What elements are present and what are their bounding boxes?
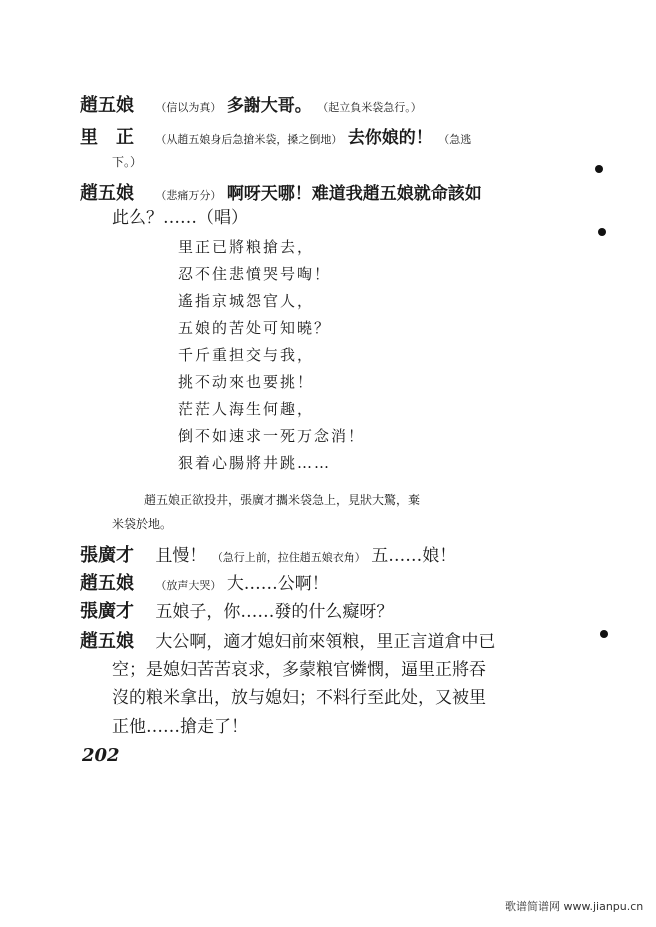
dialogue-continuation: 正他……搶走了！ — [112, 717, 248, 737]
dialogue-continuation: 下。） — [112, 155, 143, 169]
speaker-name: 里 正 — [80, 127, 134, 148]
speaker-name: 趙五娘 — [80, 573, 134, 594]
stage-direction: （放声大哭） — [155, 579, 222, 592]
stage-direction: （急逃 — [438, 133, 472, 146]
speaker-name: 張廣才 — [80, 601, 134, 622]
dialogue-line-2 — [80, 127, 471, 151]
dialogue-text: 去你娘的！ — [347, 128, 433, 148]
stage-direction-block: 趙五娘正欲投井，張廣才攜米袋急上，見狀大驚，棄 — [144, 493, 421, 507]
dialogue-line-5 — [80, 573, 329, 597]
dialogue-continuation: 此么？……（唱） — [112, 208, 248, 228]
stage-direction: （信以为真） — [155, 101, 222, 114]
lyric-line: 千斤重担交与我， — [178, 346, 315, 364]
watermark: 歌谱简谱网 www.jianpu.cn — [505, 900, 644, 913]
speaker-name: 趙五娘 — [80, 631, 134, 652]
stage-direction: （从趙五娘身后急搶米袋，搡之倒地） — [155, 133, 343, 146]
binding-hole-dot — [600, 630, 608, 638]
dialogue-text: 多謝大哥。 — [226, 96, 312, 116]
dialogue-continuation: 空；是媳妇苦苦哀求，多蒙粮官憐憫，逼里正將吞 — [112, 660, 486, 680]
speaker-name: 張廣才 — [80, 545, 134, 566]
lyric-line: 忍不住悲憤哭号啕！ — [178, 265, 332, 283]
stage-direction: （悲痛万分） — [155, 189, 222, 202]
lyric-line: 倒不如速求一死万念消！ — [178, 427, 366, 445]
lyric-line: 狠着心腸將井跳…… — [178, 454, 332, 472]
stage-direction-block: 米袋於地。 — [112, 517, 173, 531]
lyric-line: 五娘的苦处可知曉？ — [178, 319, 332, 337]
stage-direction: （急行上前，拉住趙五娘衣角） — [211, 551, 366, 564]
dialogue-text: 五娘子，你……發的什么癡呀？ — [155, 602, 394, 622]
dialogue-line-6 — [80, 601, 393, 623]
dialogue-line-3 — [80, 183, 482, 207]
speaker-name: 趙五娘 — [80, 95, 134, 116]
binding-hole-dot — [598, 228, 606, 236]
lyric-line: 里正已將粮搶去， — [178, 238, 315, 256]
dialogue-continuation: 沒的粮米拿出，放与媳妇；不料行至此处，又被里 — [112, 688, 486, 708]
lyric-line: 遙指京城怨官人， — [178, 292, 315, 310]
dialogue-text: 大公啊，適才媳妇前來領粮，里正言道倉中已 — [155, 632, 496, 652]
dialogue-text: 五……娘！ — [371, 546, 457, 566]
dialogue-text: 大……公啊！ — [226, 574, 329, 594]
stage-direction: （起立負米袋急行。） — [317, 101, 422, 114]
dialogue-line-4 — [80, 545, 456, 569]
lyric-line: 挑不动來也要挑！ — [178, 373, 315, 391]
lyric-line: 茫茫人海生何趣， — [178, 400, 315, 418]
dialogue-line-1 — [80, 95, 422, 119]
page-number: 202 — [82, 745, 120, 766]
speaker-name: 趙五娘 — [80, 183, 134, 204]
dialogue-line-7 — [80, 631, 495, 653]
dialogue-text: 且慢！ — [155, 546, 207, 566]
dialogue-text: 啊呀天哪！难道我趙五娘就命該如 — [226, 184, 482, 204]
binding-hole-dot — [595, 165, 603, 173]
